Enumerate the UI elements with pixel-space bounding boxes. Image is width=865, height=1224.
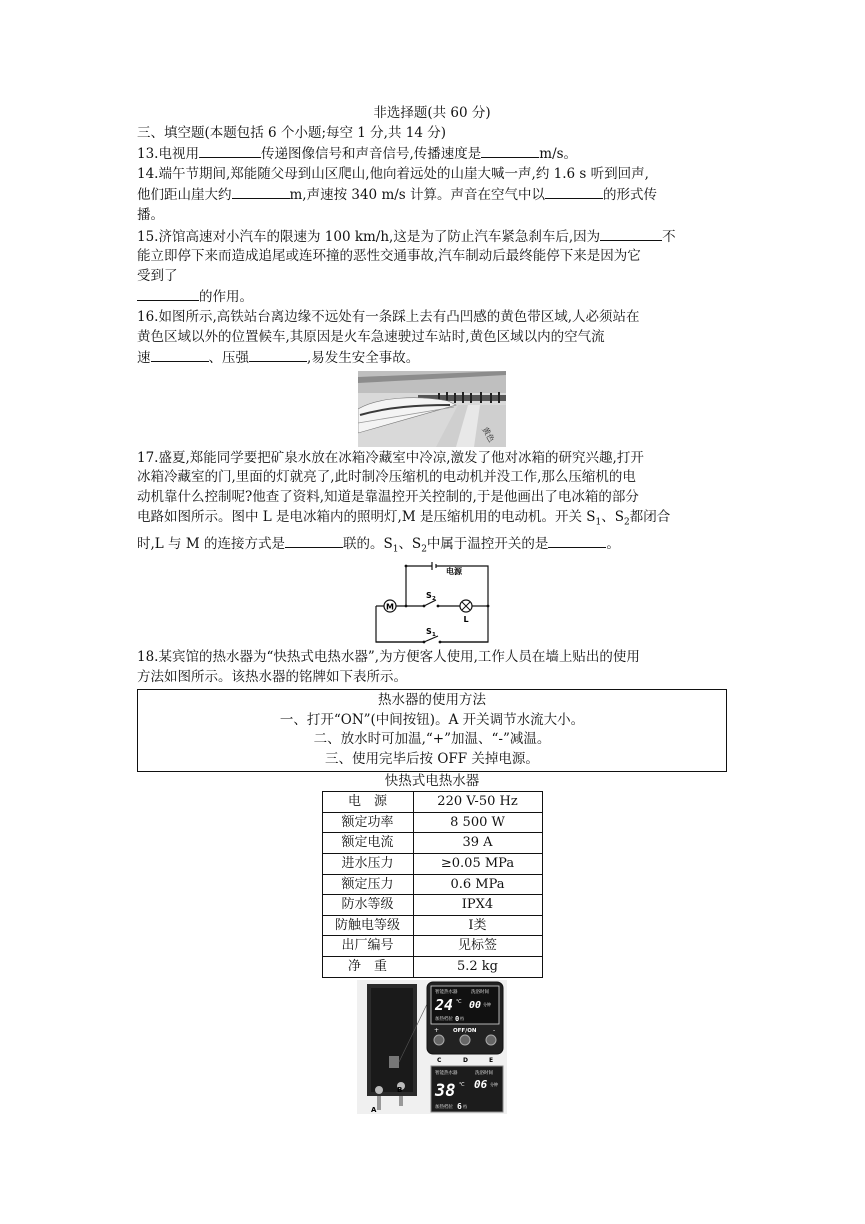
svg-text:6: 6 <box>457 1101 462 1111</box>
question-16: 16.如图所示,高铁站台离边缘不远处有一条踩上去有凸凹感的黄色带区域,人必须站在 黄色区域以外的位置候车,其原因是火车急速驶过车站时,黄色区域以内的空气流 速 、压强 ,易发生安全事故。 黄色 <box>137 308 727 447</box>
svg-text:S: S <box>426 591 432 601</box>
nameplate-title: 快热式电热水器 <box>384 772 480 789</box>
svg-text:洗浴时间: 洗浴时间 <box>475 1070 493 1076</box>
table-row: 净 重 5.2 kg <box>322 956 542 977</box>
table-row: 进水压力 ≥0.05 MPa <box>322 854 542 875</box>
svg-text:档: 档 <box>463 1103 467 1109</box>
nameplate-table <box>322 791 543 977</box>
answer-blank[interactable] <box>548 533 606 548</box>
svg-text:0: 0 <box>455 1014 460 1023</box>
usage-instructions-box: 热水器的使用方法 一、打开“ON”(中间按钮)。A 开关调节水流大小。 二、放水时可加温,“+”加温、“-”减温。 三、使用完毕后按 OFF 关掉电源。 <box>137 689 727 771</box>
svg-text:2: 2 <box>432 596 436 603</box>
svg-text:-: - <box>493 1026 496 1034</box>
answer-blank[interactable] <box>285 533 343 548</box>
svg-text:1: 1 <box>432 632 436 639</box>
svg-text:智能热水器: 智能热水器 <box>435 989 458 995</box>
exam-page <box>137 104 727 1116</box>
svg-text:加热档位: 加热档位 <box>435 1104 453 1110</box>
table-row: 额定功率 8 500 W <box>322 812 542 833</box>
answer-blank[interactable] <box>545 184 603 199</box>
svg-text:分钟: 分钟 <box>490 1081 498 1087</box>
svg-text:06: 06 <box>474 1077 488 1091</box>
answer-blank[interactable] <box>249 347 307 362</box>
section-title: 非选择题(共 60 分) <box>373 105 491 121</box>
power-button[interactable] <box>460 1035 470 1045</box>
svg-text:℃: ℃ <box>459 1081 465 1088</box>
svg-text:OFF/ON: OFF/ON <box>453 1027 477 1034</box>
svg-text:档: 档 <box>460 1015 464 1021</box>
answer-blank[interactable] <box>600 226 662 241</box>
answer-blank[interactable] <box>232 184 290 199</box>
svg-text:E: E <box>489 1056 494 1064</box>
svg-text:加热档位: 加热档位 <box>435 1016 453 1022</box>
svg-text:L: L <box>463 615 469 625</box>
yellow-zone-label: 黄色 <box>480 425 497 444</box>
table-row: 防水等级 IPX4 <box>322 895 542 916</box>
svg-text:M: M <box>386 602 394 612</box>
svg-text:B: B <box>397 1085 403 1094</box>
svg-text:洗浴时间: 洗浴时间 <box>471 989 489 995</box>
fridge-circuit-diagram <box>372 562 492 646</box>
answer-blank[interactable] <box>199 143 261 158</box>
temperature-display: 24 <box>435 995 454 1014</box>
svg-text:分钟: 分钟 <box>483 1001 491 1007</box>
answer-blank[interactable] <box>137 286 199 301</box>
minus-button[interactable] <box>486 1035 496 1045</box>
svg-text:D: D <box>463 1056 468 1064</box>
plus-button[interactable] <box>434 1035 444 1045</box>
answer-blank[interactable] <box>481 143 539 158</box>
table-row: 出厂编号 见标签 <box>322 936 542 957</box>
table-row: 防触电等级 Ⅰ类 <box>322 915 542 936</box>
svg-text:+: + <box>434 1026 440 1034</box>
svg-text:C: C <box>437 1056 442 1064</box>
question-15: 15.济馆高速对小汽车的限速为 100 km/h,这是为了防止汽车紧急刹车后,因为 不 能立即停下来而造成追尾或连环撞的恶性交通事故,汽车制动后最终能停下来是因为它 受到了 的作用。 <box>137 226 727 308</box>
power-source-label: 电源 <box>446 567 462 577</box>
water-heater-photo <box>357 980 507 1114</box>
svg-text:00: 00 <box>469 999 482 1011</box>
table-row: 电 源 220 V-50 Hz <box>322 792 542 813</box>
svg-text:A: A <box>371 1105 377 1114</box>
svg-text:38: 38 <box>435 1080 456 1101</box>
table-row: 额定压力 0.6 MPa <box>322 874 542 895</box>
svg-text:S: S <box>426 627 432 637</box>
question-14: 14.端午节期间,郑能随父母到山区爬山,他向着远处的山崖大喊一声,约 1.6 s 听到回声, 他们距山崖大约 m,声速按 340 m/s 计算。声音在空气中以 的形式传 播。 <box>137 165 658 223</box>
table-row: 额定电流 39 A <box>322 833 542 854</box>
train-platform-photo <box>358 371 506 447</box>
answer-blank[interactable] <box>151 347 209 362</box>
svg-text:℃: ℃ <box>456 998 462 1005</box>
question-18: 18.某宾馆的热水器为“快热式电热水器”,为方便客人使用,工作人员在墙上贴出的使用 方法如图所示。该热水器的铭牌如下表所示。 热水器的使用方法 一、打开“ON”(中间按钮)。A 开关调节水流大小。 二、放水时可加温,“+”加温、“-”减温。 三、使用完毕后按 OFF 关掉电源。 快热式电热水器 电 源 220 V-50 Hz 额定功率 8 500 W 额定电流 39 A 进水压力 ≥0.05 MPa 额定压力 0.6 MPa 防水等级 IPX4 防触电等级 Ⅰ类 出厂编号 见标签 净 重 5.2 kg A B 智能热水器 洗浴时间 24 ℃ 00 分钟 加热档位 0 档 + OFF/ON - C D E 智能热水器 洗浴时间 38 ℃ 06 分钟 加热档位 6 档 <box>137 648 727 1114</box>
question-17: 17.盛夏,郑能同学要把矿泉水放在冰箱冷藏室中冷凉,激发了他对冰箱的研究兴趣,打开 冰箱冷藏室的门,里面的灯就亮了,此时制冷压缩机的电动机并没工作,那么压缩机的电 动机靠什么控制呢?他查了资料,知道是靠温控开关控制的,于是他画出了电冰箱的部分 电路如图所示。图中 L 是电冰箱内的照明灯,M 是压缩机用的电动机。开关 $S_1$、$S_2$都闭合 时,L 与 M 的连接方式是 联的。$S_1$、$S_2$中属于温控开关的是 。 M L 电源 S 2 S 1 <box>137 449 727 646</box>
part-heading: 三、填空题(本题包括 6 个小题;每空 1 分,共 14 分) <box>137 124 446 141</box>
question-13: 13.电视用 传递图像信号和声音信号,传播速度是 m/s。 <box>137 143 727 165</box>
svg-text:智能热水器: 智能热水器 <box>435 1070 458 1076</box>
